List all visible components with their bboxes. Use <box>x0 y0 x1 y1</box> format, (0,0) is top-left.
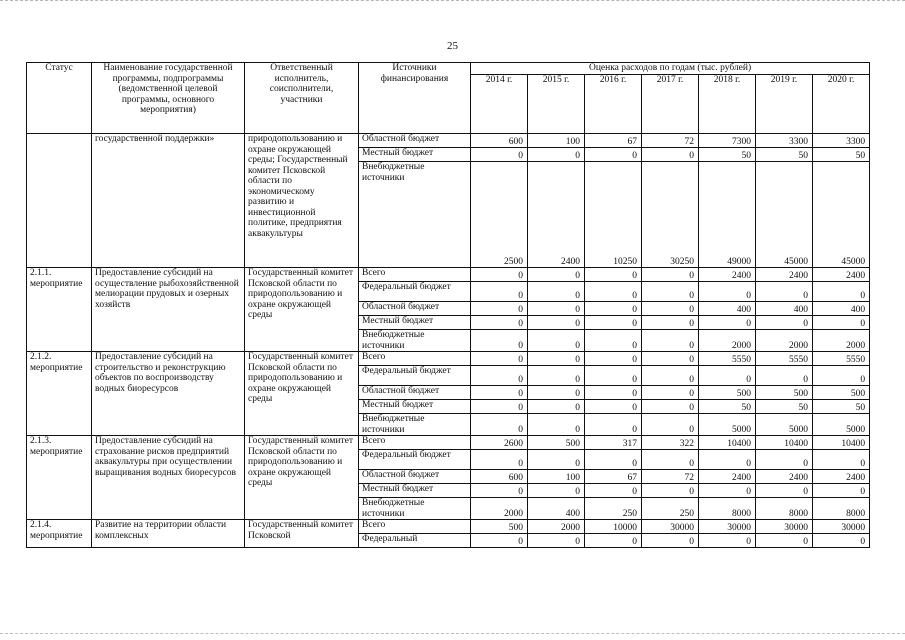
row-value: 0 <box>471 282 528 302</box>
row-source: Внебюджетные источники <box>359 162 471 268</box>
row-value: 50 <box>813 148 870 162</box>
row-value: 30000 <box>813 520 870 534</box>
row-value: 2600 <box>471 436 528 450</box>
row-executor: Государственный комитет Псковской области по природопользованию и охране окружающей среды <box>245 352 359 436</box>
row-value: 400 <box>756 302 813 316</box>
row-value: 0 <box>471 148 528 162</box>
row-value: 0 <box>528 534 585 548</box>
row-source: Областной бюджет <box>359 470 471 484</box>
row-value: 30250 <box>642 162 699 268</box>
row-value: 0 <box>528 450 585 470</box>
row-value: 2400 <box>813 268 870 282</box>
row-value: 400 <box>813 302 870 316</box>
row-source: Местный бюджет <box>359 148 471 162</box>
row-value: 0 <box>813 316 870 330</box>
row-value: 0 <box>642 450 699 470</box>
row-value: 0 <box>471 302 528 316</box>
row-value: 5550 <box>699 352 756 366</box>
row-value: 0 <box>528 282 585 302</box>
row-value: 0 <box>642 268 699 282</box>
row-value: 0 <box>471 386 528 400</box>
table-row <box>27 268 870 282</box>
row-value: 0 <box>756 316 813 330</box>
row-value: 50 <box>756 148 813 162</box>
row-value: 0 <box>813 534 870 548</box>
row-value: 0 <box>528 316 585 330</box>
row-value: 0 <box>585 330 642 352</box>
row-value: 0 <box>471 316 528 330</box>
row-value: 0 <box>585 282 642 302</box>
row-value: 0 <box>642 366 699 386</box>
row-value: 400 <box>528 498 585 520</box>
row-value: 500 <box>813 386 870 400</box>
row-source: Всего <box>359 268 471 282</box>
row-value: 0 <box>528 148 585 162</box>
header-executor: Ответственный исполнитель, соисполнители, участники <box>245 63 359 134</box>
header-estimate: Оценка расходов по годам (тыс. рублей) <box>471 63 870 75</box>
row-value: 0 <box>528 330 585 352</box>
row-value: 3300 <box>756 134 813 148</box>
row-source: Федеральный <box>359 534 471 548</box>
row-value: 67 <box>585 470 642 484</box>
row-value: 317 <box>585 436 642 450</box>
row-source: Федеральный бюджет <box>359 282 471 302</box>
row-executor: Государственный комитет Псковской области по природопользованию и охране окружающей среды <box>245 268 359 352</box>
row-value: 600 <box>471 470 528 484</box>
row-source: Областной бюджет <box>359 134 471 148</box>
table-row <box>27 134 870 148</box>
row-value: 0 <box>699 534 756 548</box>
row-value: 0 <box>528 414 585 436</box>
row-source: Местный бюджет <box>359 400 471 414</box>
row-value: 0 <box>471 414 528 436</box>
row-name: Предоставление субсидий на осуществление рыбохозяйственной мелиорации прудовых и озерных хозяйств <box>92 268 245 352</box>
row-value: 0 <box>756 534 813 548</box>
row-value: 500 <box>471 520 528 534</box>
row-value: 500 <box>699 386 756 400</box>
row-value: 72 <box>642 470 699 484</box>
row-status: 2.1.3. мероприятие <box>27 436 92 520</box>
row-value: 0 <box>471 330 528 352</box>
row-value: 2400 <box>756 268 813 282</box>
row-value: 2000 <box>699 330 756 352</box>
row-source: Областной бюджет <box>359 302 471 316</box>
row-value: 8000 <box>699 498 756 520</box>
scan-bottom-edge <box>0 633 905 636</box>
row-value: 0 <box>699 484 756 498</box>
row-value: 100 <box>528 470 585 484</box>
header-year: 2014 г. <box>471 75 528 134</box>
row-value: 2400 <box>756 470 813 484</box>
row-value: 0 <box>642 316 699 330</box>
row-value: 7300 <box>699 134 756 148</box>
page-number: 25 <box>447 40 458 52</box>
row-source: Местный бюджет <box>359 484 471 498</box>
table-header <box>27 63 870 134</box>
table-row <box>27 520 870 534</box>
row-value: 0 <box>528 302 585 316</box>
row-source: Федеральный бюджет <box>359 450 471 470</box>
row-value: 0 <box>756 450 813 470</box>
row-value: 0 <box>471 484 528 498</box>
row-value: 100 <box>528 134 585 148</box>
table-row <box>27 352 870 366</box>
row-value: 0 <box>756 366 813 386</box>
row-value: 600 <box>471 134 528 148</box>
row-value: 10250 <box>585 162 642 268</box>
row-source: Всего <box>359 520 471 534</box>
row-executor: Государственный комитет Псковской <box>245 520 359 548</box>
row-value: 10000 <box>585 520 642 534</box>
row-status: 2.1.4. мероприятие <box>27 520 92 548</box>
header-year: 2019 г. <box>756 75 813 134</box>
row-value: 0 <box>585 268 642 282</box>
row-value: 0 <box>642 282 699 302</box>
row-value: 0 <box>813 282 870 302</box>
row-value: 3300 <box>813 134 870 148</box>
row-value: 2500 <box>471 162 528 268</box>
budget-table <box>26 62 870 548</box>
row-value: 2000 <box>756 330 813 352</box>
row-value: 0 <box>585 366 642 386</box>
row-value: 0 <box>813 450 870 470</box>
row-name: Развитие на территории области комплексных <box>92 520 245 548</box>
row-value: 0 <box>699 450 756 470</box>
row-value: 50 <box>813 400 870 414</box>
table-body <box>27 134 870 548</box>
row-value: 0 <box>585 400 642 414</box>
row-value: 0 <box>585 316 642 330</box>
row-value: 8000 <box>756 498 813 520</box>
row-source: Внебюджетные источники <box>359 414 471 436</box>
row-value: 250 <box>642 498 699 520</box>
row-value: 0 <box>585 386 642 400</box>
row-value: 0 <box>756 484 813 498</box>
row-value: 0 <box>585 352 642 366</box>
row-value: 30000 <box>642 520 699 534</box>
row-value: 0 <box>699 282 756 302</box>
header-name: Наименование государственной программы, подпрограммы (ведомственной целевой программы, основного мероприятия) <box>92 63 245 134</box>
row-value: 0 <box>585 450 642 470</box>
header-year: 2015 г. <box>528 75 585 134</box>
row-value: 50 <box>699 400 756 414</box>
row-value: 50 <box>756 400 813 414</box>
row-source: Местный бюджет <box>359 316 471 330</box>
row-value: 0 <box>813 484 870 498</box>
row-value: 49000 <box>699 162 756 268</box>
row-value: 500 <box>528 436 585 450</box>
row-executor: Государственный комитет Псковской области по природопользованию и охране окружающей среды <box>245 436 359 520</box>
row-value: 0 <box>642 330 699 352</box>
row-status <box>27 134 92 268</box>
row-value: 0 <box>528 366 585 386</box>
row-value: 10400 <box>813 436 870 450</box>
row-value: 0 <box>585 484 642 498</box>
row-value: 0 <box>585 414 642 436</box>
row-value: 0 <box>471 534 528 548</box>
header-source: Источники финансирования <box>359 63 471 134</box>
row-value: 5000 <box>699 414 756 436</box>
row-value: 0 <box>585 302 642 316</box>
row-value: 2000 <box>471 498 528 520</box>
row-value: 0 <box>585 534 642 548</box>
row-value: 0 <box>642 400 699 414</box>
row-value: 0 <box>699 316 756 330</box>
row-value: 2400 <box>699 470 756 484</box>
row-value: 5550 <box>813 352 870 366</box>
row-value: 0 <box>471 352 528 366</box>
header-status: Статус <box>27 63 92 134</box>
row-value: 0 <box>528 484 585 498</box>
row-value: 0 <box>528 268 585 282</box>
row-value: 0 <box>471 400 528 414</box>
row-value: 0 <box>642 414 699 436</box>
row-value: 72 <box>642 134 699 148</box>
row-value: 0 <box>642 484 699 498</box>
row-value: 10400 <box>699 436 756 450</box>
row-value: 5000 <box>813 414 870 436</box>
row-value: 0 <box>642 148 699 162</box>
row-value: 0 <box>642 386 699 400</box>
row-value: 5000 <box>756 414 813 436</box>
row-source: Федеральный бюджет <box>359 366 471 386</box>
row-source: Внебюджетные источники <box>359 498 471 520</box>
row-name: государственной поддержки» <box>92 134 245 268</box>
row-source: Всего <box>359 436 471 450</box>
row-value: 8000 <box>813 498 870 520</box>
row-value: 5550 <box>756 352 813 366</box>
row-value: 2400 <box>699 268 756 282</box>
row-source: Всего <box>359 352 471 366</box>
row-value: 0 <box>699 366 756 386</box>
row-value: 0 <box>471 366 528 386</box>
row-value: 400 <box>699 302 756 316</box>
row-value: 0 <box>528 386 585 400</box>
row-value: 2400 <box>528 162 585 268</box>
header-year: 2020 г. <box>813 75 870 134</box>
row-value: 0 <box>642 534 699 548</box>
header-year: 2016 г. <box>585 75 642 134</box>
row-value: 2000 <box>528 520 585 534</box>
row-value: 500 <box>756 386 813 400</box>
row-name: Предоставление субсидий на строительство и реконструкцию объектов по воспроизводству водных биоресурсов <box>92 352 245 436</box>
row-value: 0 <box>471 268 528 282</box>
row-value: 2000 <box>813 330 870 352</box>
row-value: 0 <box>528 400 585 414</box>
row-value: 10400 <box>756 436 813 450</box>
row-value: 45000 <box>813 162 870 268</box>
row-value: 0 <box>642 352 699 366</box>
row-status: 2.1.1. мероприятие <box>27 268 92 352</box>
row-value: 0 <box>585 148 642 162</box>
row-value: 30000 <box>756 520 813 534</box>
row-value: 0 <box>528 352 585 366</box>
row-value: 30000 <box>699 520 756 534</box>
row-value: 67 <box>585 134 642 148</box>
row-value: 322 <box>642 436 699 450</box>
row-value: 45000 <box>756 162 813 268</box>
row-executor: природопользованию и охране окружающей среды; Государственный комитет Псковской области по экономическому развитию и инвестиционной политике, предприятия аквакультуры <box>245 134 359 268</box>
row-value: 0 <box>471 450 528 470</box>
row-value: 50 <box>699 148 756 162</box>
row-value: 2400 <box>813 470 870 484</box>
row-value: 0 <box>813 366 870 386</box>
row-status: 2.1.2. мероприятие <box>27 352 92 436</box>
row-name: Предоставление субсидий на страхование рисков предприятий аквакультуры при осуществлении выращивания водных биоресурсов <box>92 436 245 520</box>
scan-top-edge <box>0 0 905 3</box>
row-value: 0 <box>756 282 813 302</box>
row-value: 250 <box>585 498 642 520</box>
row-value: 0 <box>642 302 699 316</box>
table-row <box>27 436 870 450</box>
header-year: 2018 г. <box>699 75 756 134</box>
header-year: 2017 г. <box>642 75 699 134</box>
row-source: Внебюджетные источники <box>359 330 471 352</box>
row-source: Областной бюджет <box>359 386 471 400</box>
